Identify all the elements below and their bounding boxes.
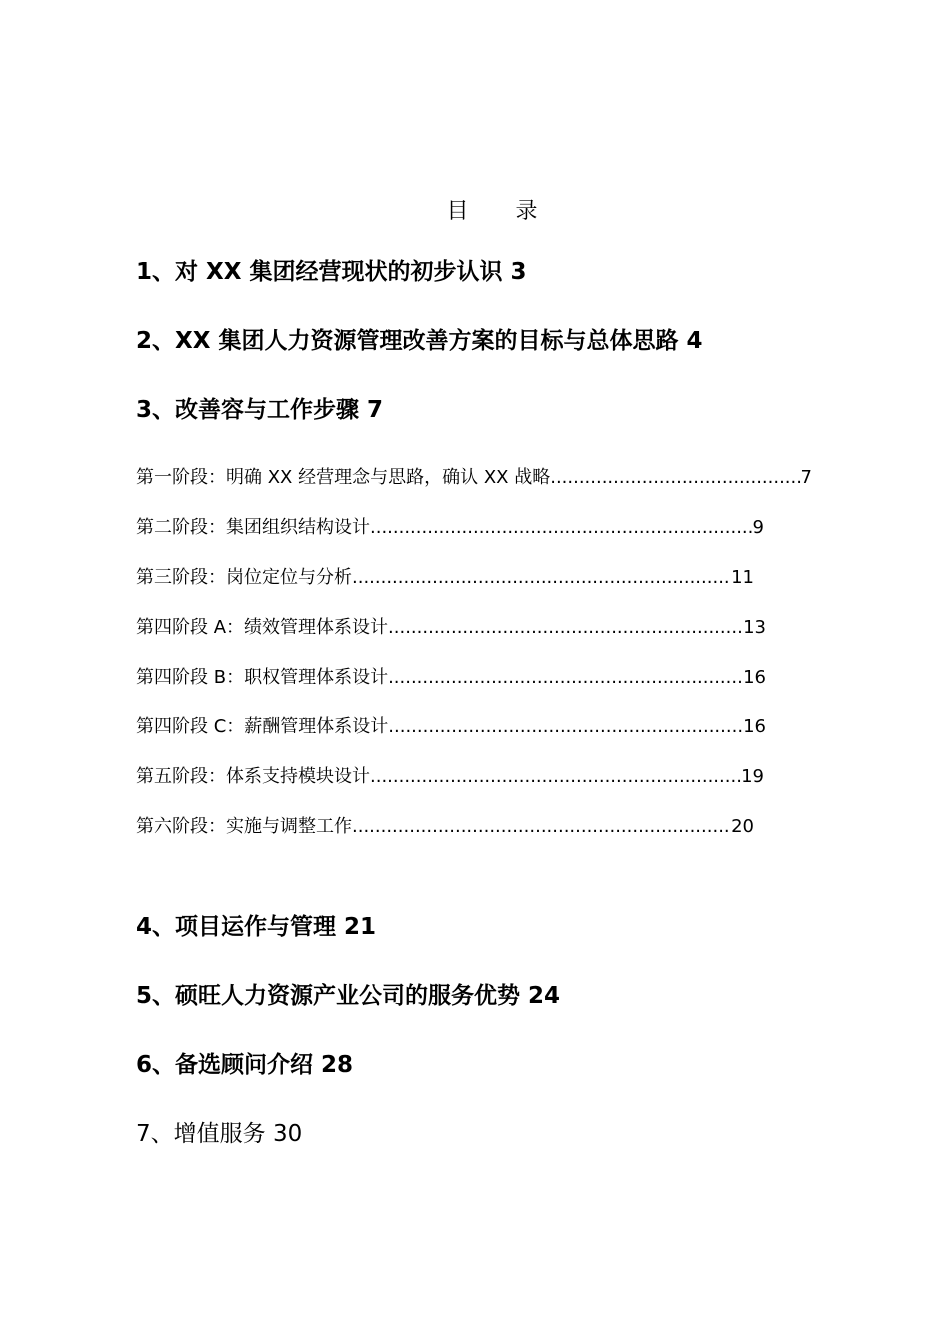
toc-subentry-label: 第五阶段：体系支持模块设计 [136, 766, 370, 787]
toc-subentry-stage-6[interactable] [136, 814, 754, 840]
toc-leader-dots [352, 814, 731, 840]
toc-subentry-stage-4a[interactable] [136, 615, 766, 641]
toc-subentry-stage-4b[interactable] [136, 665, 766, 691]
toc-entry-1[interactable]: 1、对 XX 集团经营现状的初步认识 3 [136, 259, 527, 285]
toc-entry-6[interactable]: 6、备选顾问介绍 28 [136, 1052, 354, 1078]
toc-leader-dots [550, 465, 800, 491]
toc-subentry-label: 第四阶段 B：职权管理体系设计 [136, 667, 389, 688]
toc-page-number: 16 [743, 667, 766, 688]
toc-entry-5[interactable]: 5、硕旺人力资源产业公司的服务优势 24 [136, 983, 561, 1009]
toc-page-number: 19 [741, 766, 764, 787]
toc-subentry-stage-3[interactable] [136, 565, 754, 591]
toc-subentry-stage-4c[interactable] [136, 714, 766, 740]
toc-subentry-label: 第一阶段：明确 XX 经营理念与思路，确认 XX 战略 [136, 467, 551, 488]
toc-leader-dots [352, 565, 731, 591]
toc-page-number: 11 [731, 567, 754, 588]
toc-page-number: 7 [800, 467, 812, 488]
toc-subentry-stage-2[interactable] [136, 515, 764, 541]
toc-subentry-stage-1[interactable] [136, 465, 812, 491]
toc-subentry-stage-5[interactable] [136, 764, 764, 790]
toc-subentry-label: 第四阶段 A：绩效管理体系设计 [136, 617, 389, 638]
toc-page-number: 20 [731, 816, 754, 837]
toc-leader-dots [370, 515, 753, 541]
toc-subentry-label: 第二阶段：集团组织结构设计 [136, 517, 370, 538]
toc-subentry-label: 第六阶段：实施与调整工作 [136, 816, 352, 837]
toc-subentry-label: 第四阶段 C：薪酬管理体系设计 [136, 716, 389, 737]
toc-page-number: 16 [743, 716, 766, 737]
toc-title: 目 录 [446, 199, 558, 224]
toc-leader-dots [388, 714, 743, 740]
toc-subentry-label: 第三阶段：岗位定位与分析 [136, 567, 352, 588]
toc-entry-3[interactable]: 3、改善容与工作步骤 7 [136, 397, 384, 423]
toc-leader-dots [388, 665, 743, 691]
toc-page-number: 13 [743, 617, 766, 638]
toc-leader-dots [388, 615, 743, 641]
toc-entry-2[interactable]: 2、XX 集团人力资源管理改善方案的目标与总体思路 4 [136, 328, 703, 354]
toc-entry-4[interactable]: 4、项目运作与管理 21 [136, 914, 377, 940]
toc-page-number: 9 [752, 517, 764, 538]
toc-entry-7[interactable]: 7、增值服务 30 [136, 1121, 303, 1147]
toc-leader-dots [370, 764, 741, 790]
